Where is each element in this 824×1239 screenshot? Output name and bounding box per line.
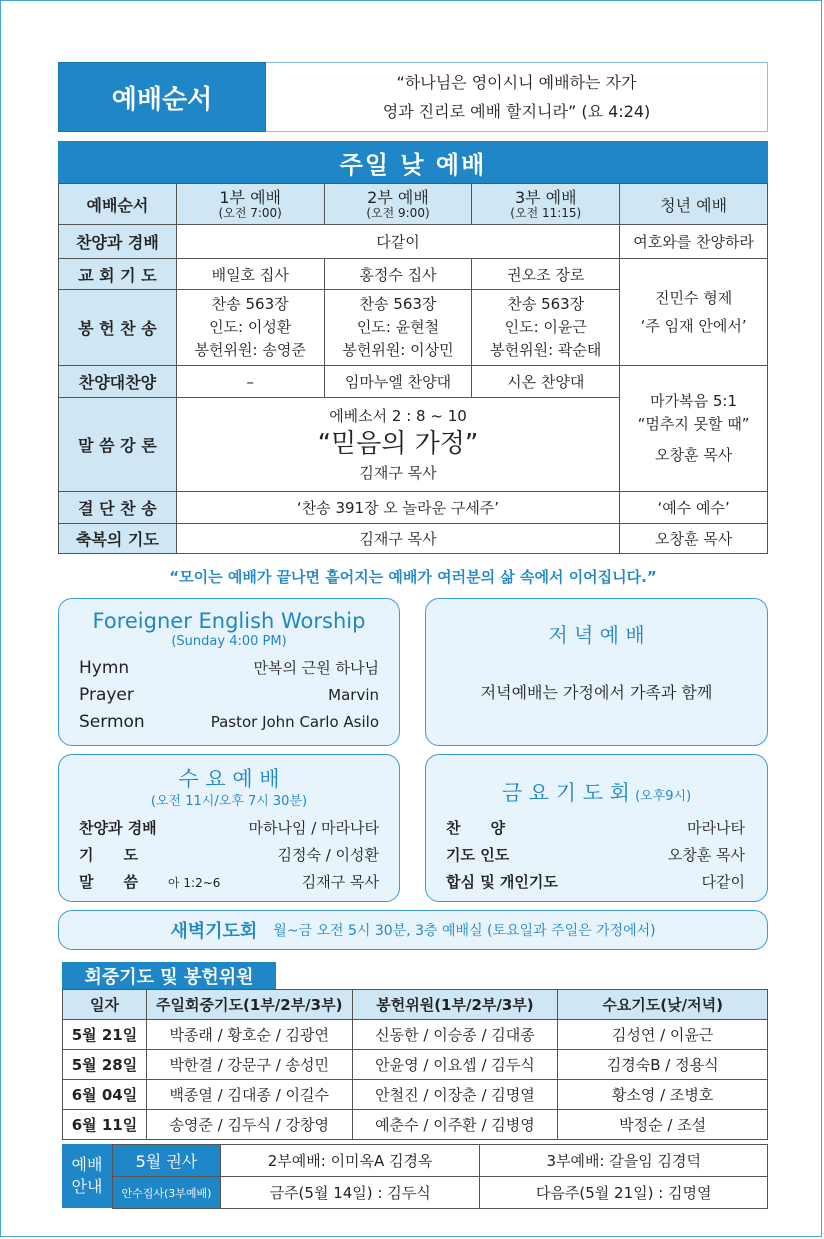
table-cell: 황소영 / 조병호	[558, 1080, 768, 1110]
table-cell: –	[176, 366, 324, 398]
row-value: 다같이	[701, 873, 745, 891]
table-cell	[620, 259, 768, 366]
table-header-row	[59, 184, 768, 225]
wednesday-prayer-row	[79, 842, 379, 869]
table-row	[63, 1110, 768, 1140]
friday-prayer-heading	[426, 777, 767, 807]
row-key: Sermon	[79, 712, 145, 732]
english-sermon-row	[79, 709, 379, 736]
cell-line: 봉헌위원: 곽순태	[490, 341, 602, 359]
row-value: 오창훈 목사	[667, 846, 745, 864]
table-cell: 안철진 / 이장춘 / 김명열	[352, 1080, 558, 1110]
table-cell: 다음주(5월 21일) : 김명열	[480, 1177, 768, 1209]
row-label: 축복의 기도	[59, 524, 177, 554]
wednesday-worship-card	[58, 754, 400, 902]
row-key: 기 도	[79, 846, 138, 864]
table-cell: 안윤영 / 이요셉 / 김두식	[352, 1050, 558, 1080]
page-title: 예배순서	[58, 62, 266, 132]
column-header: 봉헌위원(1부/2부/3부)	[352, 990, 558, 1020]
row-key: 합심 및 개인기도	[446, 873, 558, 891]
row-key: Prayer	[79, 685, 134, 705]
friday-lead-row	[446, 842, 745, 869]
friday-praise-row	[446, 815, 745, 842]
friday-together-row	[446, 869, 745, 896]
table-cell: ‘찬송 391장 오 놀라운 구세주’	[176, 492, 619, 524]
guide-label	[62, 1144, 112, 1208]
table-cell	[324, 290, 472, 366]
cell-line: 마가복음 5:1	[650, 392, 738, 410]
english-worship-time: (Sunday 4:00 PM)	[171, 634, 287, 649]
table-cell: 2부예배: 이미옥A 김경옥	[220, 1145, 480, 1177]
row-key: 기도 인도	[446, 846, 510, 864]
cell-line: 인도: 윤현철	[356, 318, 440, 336]
table-cell: 홍정수 집사	[324, 259, 472, 290]
col-first: 1부 예배 (오전 7:00)	[176, 184, 324, 225]
date-cell: 6월 04일	[63, 1080, 147, 1110]
sunday-worship-title: 주일 낮 예배	[58, 141, 768, 183]
table-cell: 김재구 목사	[176, 524, 619, 554]
table-cell: 백종열 / 김대종 / 이길수	[146, 1080, 352, 1110]
dawn-prayer-bar	[58, 910, 768, 950]
dawn-prayer-text: 월~금 오전 5시 30분, 3층 예배실 (토요일과 주일은 가정에서)	[273, 923, 656, 939]
english-hymn-row	[79, 655, 379, 682]
col-second: 2부 예배 (오전 9:00)	[324, 184, 472, 225]
friday-prayer-card	[425, 754, 768, 902]
wednesday-worship-title: 수 요 예 배	[178, 767, 280, 791]
row-key: 찬양과 경배	[79, 819, 157, 837]
row-key: Hymn	[79, 658, 130, 678]
table-cell: 금주(5월 14일) : 김두식	[220, 1177, 480, 1209]
cell-line: 봉헌위원: 송영준	[194, 341, 306, 359]
table-cell	[176, 290, 324, 366]
table-cell: 박종래 / 황호순 / 김광연	[146, 1020, 352, 1050]
table-cell: 임마누엘 찬양대	[324, 366, 472, 398]
english-worship-title: Foreigner English Worship	[92, 609, 366, 633]
row-value: Marvin	[328, 686, 379, 704]
row-value: 마라나타	[687, 819, 745, 837]
sermon-text: 에베소서 2 : 8 ~ 10	[329, 406, 467, 425]
evening-worship-title: 저 녁 예 배	[548, 623, 645, 647]
row-value: 만복의 근원 하나님	[253, 659, 379, 677]
table-cell: 박정순 / 조설	[558, 1110, 768, 1140]
column-header: 일자	[63, 990, 147, 1020]
quote-line-1: “하나님은 영이시니 예배하는 자가	[396, 73, 637, 92]
date-cell: 5월 28일	[63, 1050, 147, 1080]
guide-label-line: 예배	[71, 1155, 103, 1174]
guide-row-label: 5월 권사	[113, 1145, 221, 1177]
col-third: 3부 예배 (오전 11:15)	[472, 184, 620, 225]
guide-table	[112, 1144, 768, 1209]
cell-line: ‘주 임재 안에서’	[640, 317, 747, 335]
table-row	[59, 225, 768, 259]
table-row	[63, 1080, 768, 1110]
table-row	[113, 1145, 768, 1177]
table-cell: 김경숙B / 정용식	[558, 1050, 768, 1080]
table-cell	[176, 398, 619, 492]
date-cell: 6월 11일	[63, 1110, 147, 1140]
row-label: 결 단 찬 송	[59, 492, 177, 524]
table-cell: 여호와를 찬양하라	[620, 225, 768, 259]
table-cell: 권오조 장로	[472, 259, 620, 290]
table-cell: 시온 찬양대	[472, 366, 620, 398]
guide-row-label: 안수집사(3부예배)	[113, 1177, 221, 1209]
row-label: 찬양대찬양	[59, 366, 177, 398]
sunday-worship-table	[58, 183, 768, 554]
slogan: “모이는 예배가 끝나면 흩어지는 예배가 여러분의 삶 속에서 이어집니다.”	[169, 568, 657, 586]
wednesday-worship-time: (오전 11시/오후 7시 30분)	[150, 794, 308, 809]
prayer-table-title: 회중기도 및 봉헌위원	[62, 962, 276, 989]
guide-label-line: 안내	[71, 1177, 103, 1196]
table-cell	[472, 290, 620, 366]
cell-line: 봉헌위원: 이상민	[342, 341, 454, 359]
english-worship-card	[58, 598, 400, 746]
quote-line-2: 영과 진리로 예배 할지니라” (요 4:24)	[382, 102, 651, 121]
friday-prayer-time: (오후9시)	[635, 789, 692, 804]
column-header: 수요기도(낮/저녁)	[558, 990, 768, 1020]
row-label: 봉 헌 찬 송	[59, 290, 177, 366]
row-key: 말 씀	[79, 873, 138, 891]
table-cell: 다같이	[176, 225, 619, 259]
dawn-prayer-title: 새벽기도회	[170, 921, 258, 942]
table-cell: ‘예수 예수’	[620, 492, 768, 524]
cell-line: 찬송 563장	[359, 295, 437, 313]
table-row	[113, 1177, 768, 1209]
wednesday-sermon-row	[79, 869, 379, 897]
row-key: 찬 양	[446, 819, 505, 837]
scripture-quote	[266, 62, 768, 132]
table-cell: 김성연 / 이윤근	[558, 1020, 768, 1050]
row-value: Pastor John Carlo Asilo	[210, 713, 379, 731]
cell-line: 인도: 이성환	[209, 318, 292, 336]
row-value: 김재구 목사	[301, 873, 379, 891]
table-cell: 송영준 / 김두식 / 강창영	[146, 1110, 352, 1140]
table-cell: 신동한 / 이승종 / 김대종	[352, 1020, 558, 1050]
table-cell: 오창훈 목사	[620, 524, 768, 554]
wednesday-praise-row	[79, 815, 379, 842]
cell-line: 인도: 이윤근	[504, 318, 587, 336]
col-order: 예배순서	[59, 184, 177, 225]
scripture-ref: 아 1:2~6	[167, 876, 221, 890]
cell-line: 진민수 형제	[654, 289, 733, 307]
table-row	[63, 1050, 768, 1080]
row-value: 김정숙 / 이성환	[277, 846, 379, 864]
cell-line: 찬송 563장	[507, 295, 585, 313]
table-cell: 배일호 집사	[176, 259, 324, 290]
table-row	[59, 259, 768, 290]
sermon-preacher: 김재구 목사	[359, 463, 437, 482]
table-cell: 예춘수 / 이주환 / 김병영	[352, 1110, 558, 1140]
cell-line: 오창훈 목사	[654, 446, 733, 464]
table-row	[59, 366, 768, 398]
table-cell: 3부예배: 갈을임 김경덕	[480, 1145, 768, 1177]
col-youth: 청년 예배	[620, 184, 768, 225]
friday-prayer-title: 금 요 기 도 회	[501, 781, 630, 805]
cell-line: 찬송 563장	[211, 295, 289, 313]
column-header: 주일회중기도(1부/2부/3부)	[146, 990, 352, 1020]
sermon-title: “믿음의 가정”	[317, 428, 479, 459]
prayer-table	[62, 989, 768, 1140]
table-cell	[620, 366, 768, 492]
table-row	[59, 524, 768, 554]
evening-worship-text: 저녁예배는 가정에서 가족과 함께	[480, 683, 713, 702]
row-label: 말 씀 강 론	[59, 398, 177, 492]
date-cell: 5월 21일	[63, 1020, 147, 1050]
row-value: 마하나임 / 마라나타	[248, 819, 379, 837]
row-label: 교 회 기 도	[59, 259, 177, 290]
cell-line: “멈추지 못할 때”	[637, 415, 750, 433]
evening-worship-card	[425, 598, 768, 746]
table-row	[59, 492, 768, 524]
row-label: 찬양과 경배	[59, 225, 177, 259]
table-row	[63, 1020, 768, 1050]
table-header-row	[63, 990, 768, 1020]
english-prayer-row	[79, 682, 379, 709]
table-cell: 박한결 / 강문구 / 송성민	[146, 1050, 352, 1080]
